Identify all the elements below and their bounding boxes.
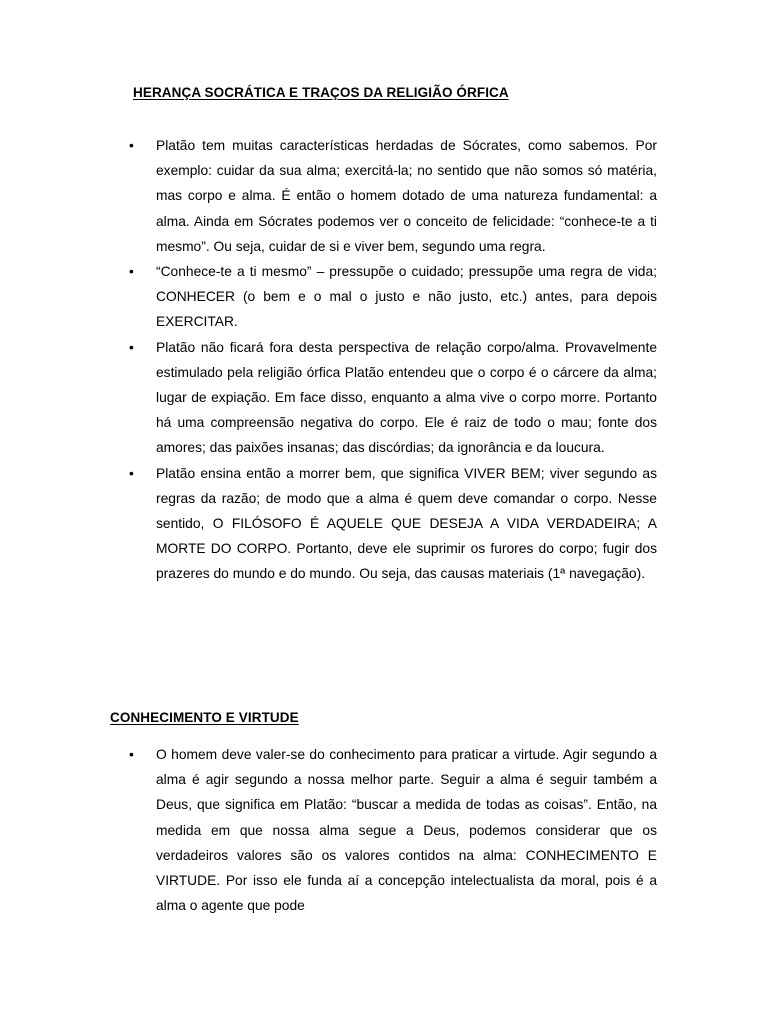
list-item-text: “Conhece-te a ti mesmo” – pressupõe o cuidado; pressupõe uma regra de vida; CONHECER (o bem e o mal o justo e não justo, etc.) antes, para depois EXERCITAR. bbox=[156, 264, 657, 330]
section-heading-heranca-socratica: HERANÇA SOCRÁTICA E TRAÇOS DA RELIGIÃO ÓRFICA bbox=[133, 85, 509, 100]
list-item bbox=[0, 259, 657, 335]
bullet-list-heranca-socratica bbox=[0, 133, 768, 587]
list-item bbox=[0, 133, 657, 259]
list-item-text: Platão tem muitas características herdadas de Sócrates, como sabemos. Por exemplo: cuidar da sua alma; exercitá-la; no sentido que não somos só matéria, mas corpo e alma. É então o homem dotado de uma natureza fundamental: a alma. Ainda em Sócrates podemos ver o conceito de felicidade: “conhece-te a ti mesmo”. Ou seja, cuidar de si e viver bem, segundo uma regra. bbox=[156, 138, 657, 254]
bullet-list-conhecimento-virtude bbox=[0, 742, 768, 918]
list-item-text: O homem deve valer-se do conhecimento para praticar a virtude. Agir segundo a alma é agir segundo a nossa melhor parte. Seguir a alma é seguir também a Deus, que significa em Platão: “buscar a medida de todas as coisas”. Então, na medida em que nossa alma segue a Deus, podemos considerar que os verdadeiros valores são os valores contidos na alma: CONHECIMENTO E VIRTUDE. Por isso ele funda aí a concepção intelectualista da moral, pois é a alma o agente que pode bbox=[156, 747, 657, 914]
list-item-text: Platão não ficará fora desta perspectiva de relação corpo/alma. Provavelmente estimulado pela religião órfica Platão entendeu que o corpo é o cárcere da alma; lugar de expiação. Em face disso, enquanto a alma vive o corpo morre. Portanto há uma compreensão negativa do corpo. Ele é raiz de todo o mau; fonte dos amores; das paixões insanas; das discórdias; da ignorância e da loucura. bbox=[156, 339, 657, 456]
list-item bbox=[0, 742, 657, 918]
bullet-icon: • bbox=[129, 264, 134, 280]
bullet-icon: • bbox=[129, 465, 134, 481]
bullet-icon: • bbox=[129, 138, 134, 153]
list-item-text: Platão ensina então a morrer bem, que significa VIVER BEM; viver segundo as regras da razão; de modo que a alma é quem deve comandar o corpo. Nesse sentido, O FILÓSOFO É AQUELE QUE DESEJA A VIDA VERDADEIRA; A MORTE DO CORPO. Portanto, deve ele suprimir os furores do corpo; fugir dos prazeres do mundo e do mundo. Ou seja, das causas materiais (1ª navegação). bbox=[156, 465, 657, 582]
list-item bbox=[0, 335, 657, 461]
bullet-icon: • bbox=[129, 339, 134, 355]
bullet-icon: • bbox=[129, 747, 134, 762]
list-item bbox=[0, 461, 657, 587]
section-heading-conhecimento-virtude: CONHECIMENTO E VIRTUDE bbox=[110, 710, 299, 725]
